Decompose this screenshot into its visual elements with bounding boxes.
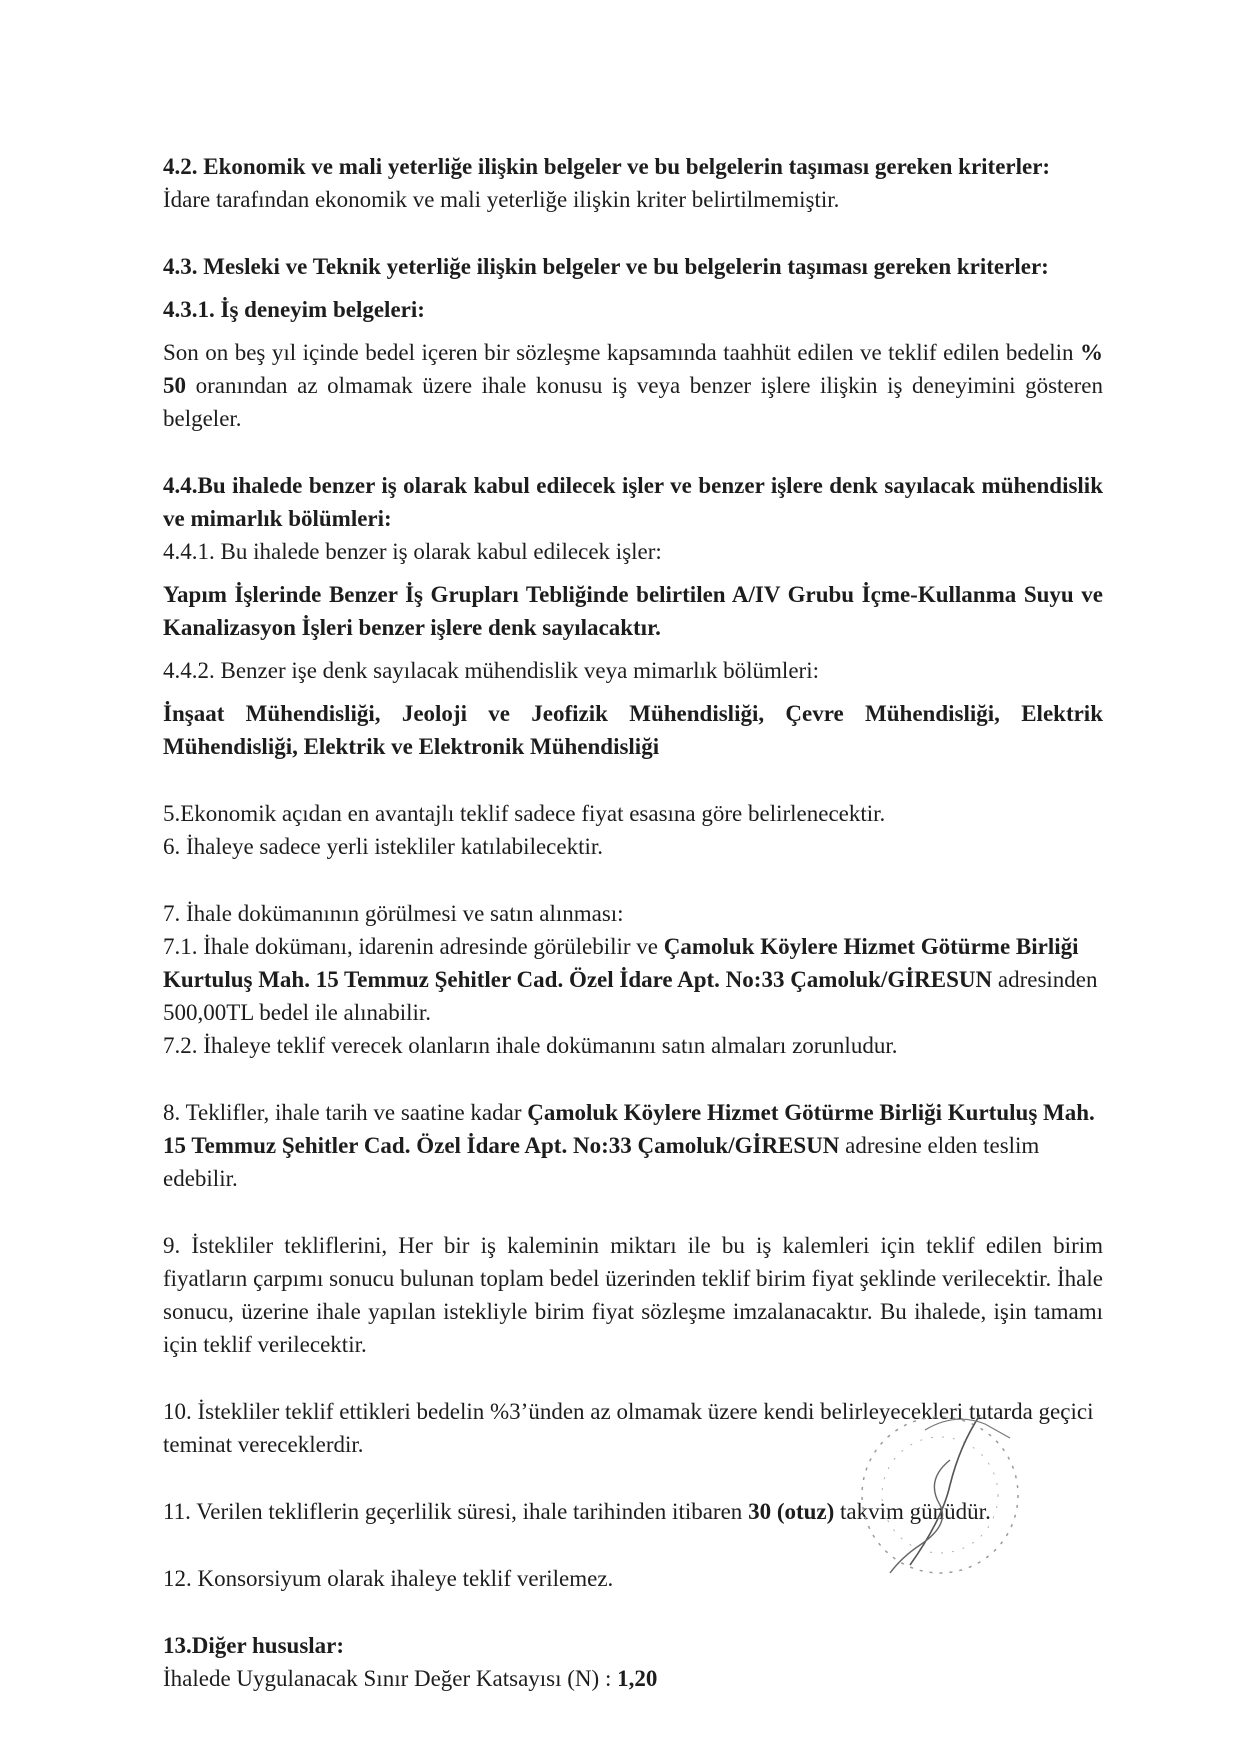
section-4-2-text: İdare tarafından ekonomik ve mali yeterliğe ilişkin kriter belirtilmemiştir. bbox=[163, 187, 840, 212]
section-7-2-text: 7.2. İhaleye teklif verecek olanların ihale dokümanını satın almaları zorunludur. bbox=[163, 1033, 898, 1058]
section-4-3-1-percent: % 50 bbox=[163, 340, 1103, 398]
section-4-4-1-text bbox=[163, 535, 1103, 568]
section-4-3-1-text-a: Son on beş yıl içinde bedel içeren bir sözleşme kapsamında taahhüt edilen ve teklif edilen bedelin bbox=[163, 340, 1074, 365]
section-5-text: 5.Ekonomik açıdan en avantajlı teklif sadece fiyat esasına göre belirlenecektir. bbox=[163, 801, 886, 826]
section-4-4-1-label: Bu ihalede benzer iş olarak kabul edilecek işler: bbox=[220, 539, 662, 564]
section-9-number: 9. bbox=[163, 1233, 181, 1258]
section-9-text bbox=[163, 1229, 1103, 1361]
section-4-4-2-number: 4.4.2. bbox=[163, 658, 215, 683]
section-13-value: 1,20 bbox=[617, 1666, 658, 1691]
section-9-body: İstekliler tekliflerini, Her bir iş kaleminin miktarı ile bu iş kalemleri için teklif edilen birim fiyatların çarpımı sonucu bulunan toplam bedel üzerinden teklif birim fiyat şeklinde verilecektir. İhale sonucu, üzerine ihale yapılan istekliyle birim fiyat sözleşme imzalanacaktır. Bu ihalede, işin tamamı için teklif verilecektir. bbox=[163, 1233, 1104, 1357]
section-7-1-address: Çamoluk Köylere Hizmet Götürme Birliği Kurtuluş Mah. 15 Temmuz Şehitler Cad. Özel İdare Apt. No:33 Çamoluk/GİRESUN bbox=[163, 934, 1079, 992]
section-4-3-heading: 4.3. Mesleki ve Teknik yeterliğe ilişkin belgeler ve bu belgelerin taşıması gereken kriterler: bbox=[163, 254, 1049, 279]
section-11-number: 11. bbox=[163, 1499, 191, 1524]
section-12-number: 12. bbox=[163, 1566, 192, 1591]
section-6-number: 6. bbox=[163, 834, 181, 859]
section-11-text-b: takvim günüdür. bbox=[840, 1499, 991, 1524]
section-13-label: İhalede Uygulanacak Sınır Değer Katsayısı (N) : bbox=[163, 1666, 612, 1691]
section-4-2-heading: 4.2. Ekonomik ve mali yeterliğe ilişkin belgeler ve bu belgelerin taşıması gereken kriterler: bbox=[163, 154, 1051, 179]
section-10-number: 10. bbox=[163, 1399, 192, 1424]
section-7-1-text-a: İhale dokümanı, idarenin adresinde görülebilir ve bbox=[203, 934, 658, 959]
section-4-3-1-text-b: oranından az olmamak üzere ihale konusu iş veya benzer işlere ilişkin iş deneyimini gösteren belgeler. bbox=[163, 373, 1104, 431]
section-4-4-2-text bbox=[163, 654, 1103, 687]
section-4-4-2-bold: İnşaat Mühendisliği, Jeoloji ve Jeofizik Mühendisliği, Çevre Mühendisliği, Elektrik Mühendisliği, Elektrik ve Elektronik Mühendisliği bbox=[163, 701, 1103, 759]
section-10-body: İstekliler teklif ettikleri bedelin %3’ünden az olmamak üzere kendi belirleyecekleri tutarda geçici teminat vereceklerdir. bbox=[163, 1399, 1094, 1457]
section-8-text-b: adresine elden teslim edebilir. bbox=[163, 1133, 1040, 1191]
section-4-4-2-label: Benzer işe denk sayılacak mühendislik veya mimarlık bölümleri: bbox=[220, 658, 819, 683]
section-4-4-heading: 4.4.Bu ihalede benzer iş olarak kabul edilecek işler ve benzer işlere denk sayılacak mühendislik ve mimarlık bölümleri: bbox=[163, 473, 1103, 531]
section-11-duration: 30 (otuz) bbox=[748, 1499, 835, 1524]
section-12-body: Konsorsiyum olarak ihaleye teklif verilemez. bbox=[197, 1566, 614, 1591]
section-13-heading: 13.Diğer hususlar: bbox=[163, 1633, 345, 1658]
section-7-heading: 7. İhale dokümanının görülmesi ve satın alınması: bbox=[163, 901, 624, 926]
section-4-4-1-bold: Yapım İşlerinde Benzer İş Grupları Tebliğinde belirtilen A/IV Grubu İçme-Kullanma Suyu ve Kanalizasyon İşleri benzer işlere denk sayılacaktır. bbox=[163, 582, 1103, 640]
section-7-1-number: 7.1. bbox=[163, 934, 198, 959]
section-8-address: Çamoluk Köylere Hizmet Götürme Birliği Kurtuluş Mah. 15 Temmuz Şehitler Cad. Özel İdare Apt. No:33 Çamoluk/GİRESUN bbox=[163, 1100, 1095, 1158]
section-8-text-a: Teklifler, ihale tarih ve saatine kadar bbox=[185, 1100, 522, 1125]
section-6-text bbox=[163, 830, 1103, 863]
section-4-3-1-heading: 4.3.1. İş deneyim belgeleri: bbox=[163, 297, 425, 322]
section-7-1-text bbox=[163, 930, 1103, 1029]
section-8-number: 8. bbox=[163, 1100, 181, 1125]
section-4-3-1-text bbox=[163, 336, 1103, 435]
section-13-text bbox=[163, 1662, 1103, 1695]
seal-signature-icon bbox=[830, 1400, 1060, 1580]
section-7-1-text-b: adresinden 500,00TL bedel ile alınabilir. bbox=[163, 967, 1098, 1025]
section-4-4-1-number: 4.4.1. bbox=[163, 539, 215, 564]
section-6-label: İhaleye sadece yerli istekliler katılabilecektir. bbox=[186, 834, 603, 859]
section-11-text-a: Verilen tekliflerin geçerlilik süresi, ihale tarihinden itibaren bbox=[196, 1499, 743, 1524]
section-8-text bbox=[163, 1096, 1103, 1195]
